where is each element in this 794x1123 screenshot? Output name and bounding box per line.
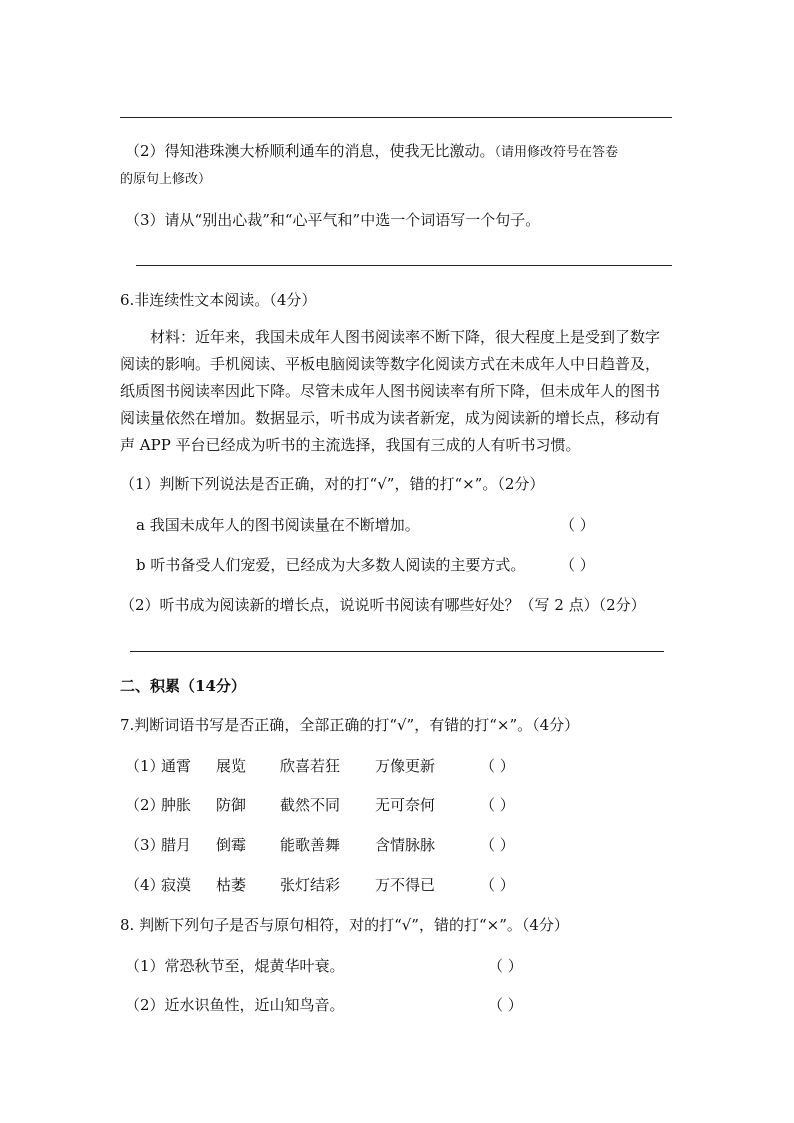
- q5-sub2-note-cont: 的原句上修改）: [120, 172, 212, 187]
- q7-blank: （ ）: [480, 836, 515, 854]
- q7-blank: （ ）: [480, 876, 515, 894]
- q7-row-num: （2）: [125, 796, 165, 814]
- q7-word: 防御: [216, 796, 247, 814]
- q5-sub2-note: （请用修改符号在答卷: [494, 145, 619, 160]
- q6-statement-b: b 听书备受人们宠爱，已经成为大多数人阅读的主要方式。: [136, 556, 526, 574]
- q8-title: 8. 判断下列句子是否与原句相符，对的打“√”，错的打“×”。（4分）: [120, 916, 569, 934]
- q7-word: 寂漠: [161, 876, 192, 894]
- q6-title: 6.非连续性文本阅读。（4分）: [120, 291, 317, 309]
- q8-item-blank: （ ）: [488, 957, 523, 975]
- q5-sub3: （3）请从“别出心裁”和“心平气和”中选一个词语写一个句子。: [125, 211, 541, 229]
- section2-heading: 二、积累（14分）: [120, 677, 246, 695]
- q7-blank: （ ）: [480, 757, 515, 775]
- answer-line-q5-3: [136, 265, 672, 266]
- q7-word: 通霄: [161, 757, 192, 775]
- q8-item-text: （1）常恐秋节至，焜黄华叶衰。: [125, 957, 345, 975]
- q6-statement-a: a 我国未成年人的图书阅读量在不断增加。: [136, 516, 420, 534]
- q7-word: 能歌善舞: [280, 836, 341, 854]
- q5-sub2: [125, 140, 618, 164]
- q8-item-blank: （ ）: [488, 996, 523, 1014]
- q7-blank: （ ）: [480, 796, 515, 814]
- q7-row-num: （1）: [125, 757, 165, 775]
- q8-item-text: （2）近水识鱼性，近山知鸟音。: [125, 996, 345, 1014]
- q6-material: 材料：近年来，我国未成年人图书阅读率不断下降，很大程度上是受到了数字阅读的影响。手机阅读、平板电脑阅读等数字化阅读方式在未成年人中日趋普及，纸质图书阅读率因此下降。尽管未成年人图书阅读率有所下降，但未成年人的图书阅读量依然在增加。数据显示，听书成为读者新宠，成为阅读新的增长点，移动有声 APP 平台已经成为听书的主流选择，我国有三成的人有听书习惯。: [120, 328, 661, 454]
- q7-word: 欣喜若狂: [280, 757, 341, 775]
- q7-row-num: （3）: [125, 836, 165, 854]
- q6-statement-a-blank: （ ）: [560, 516, 595, 534]
- q5-sub2-text: （2）得知港珠澳大桥顺利通车的消息，使我无比激动。: [125, 142, 495, 160]
- q7-word: 含情脉脉: [375, 836, 436, 854]
- q7-word: 无可奈何: [375, 796, 436, 814]
- q7-word: 万像更新: [375, 757, 436, 775]
- q7-word: 腊月: [161, 836, 192, 854]
- q7-row-num: （4）: [125, 876, 165, 894]
- q7-word: 枯萎: [216, 876, 247, 894]
- q7-title: 7.判断词语书写是否正确，全部正确的打“√”，有错的打“×”。（4分）: [120, 716, 580, 734]
- q7-word: 万不得已: [375, 876, 436, 894]
- q6-statement-b-blank: （ ）: [560, 556, 595, 574]
- answer-line-q6-2: [130, 651, 664, 652]
- q6-sub2: （2）听书成为阅读新的增长点，说说听书阅读有哪些好处？（写 2 点）（2分）: [120, 596, 646, 614]
- q7-word: 肿胀: [161, 796, 192, 814]
- q7-word: 截然不同: [280, 796, 341, 814]
- q7-word: 张灯结彩: [280, 876, 341, 894]
- q7-word: 展览: [216, 757, 247, 775]
- q6-sub1: （1）判断下列说法是否正确，对的打“√”，错的打“×”。（2分）: [120, 475, 545, 493]
- q7-word: 倒霉: [216, 836, 247, 854]
- answer-line-top: [120, 117, 672, 118]
